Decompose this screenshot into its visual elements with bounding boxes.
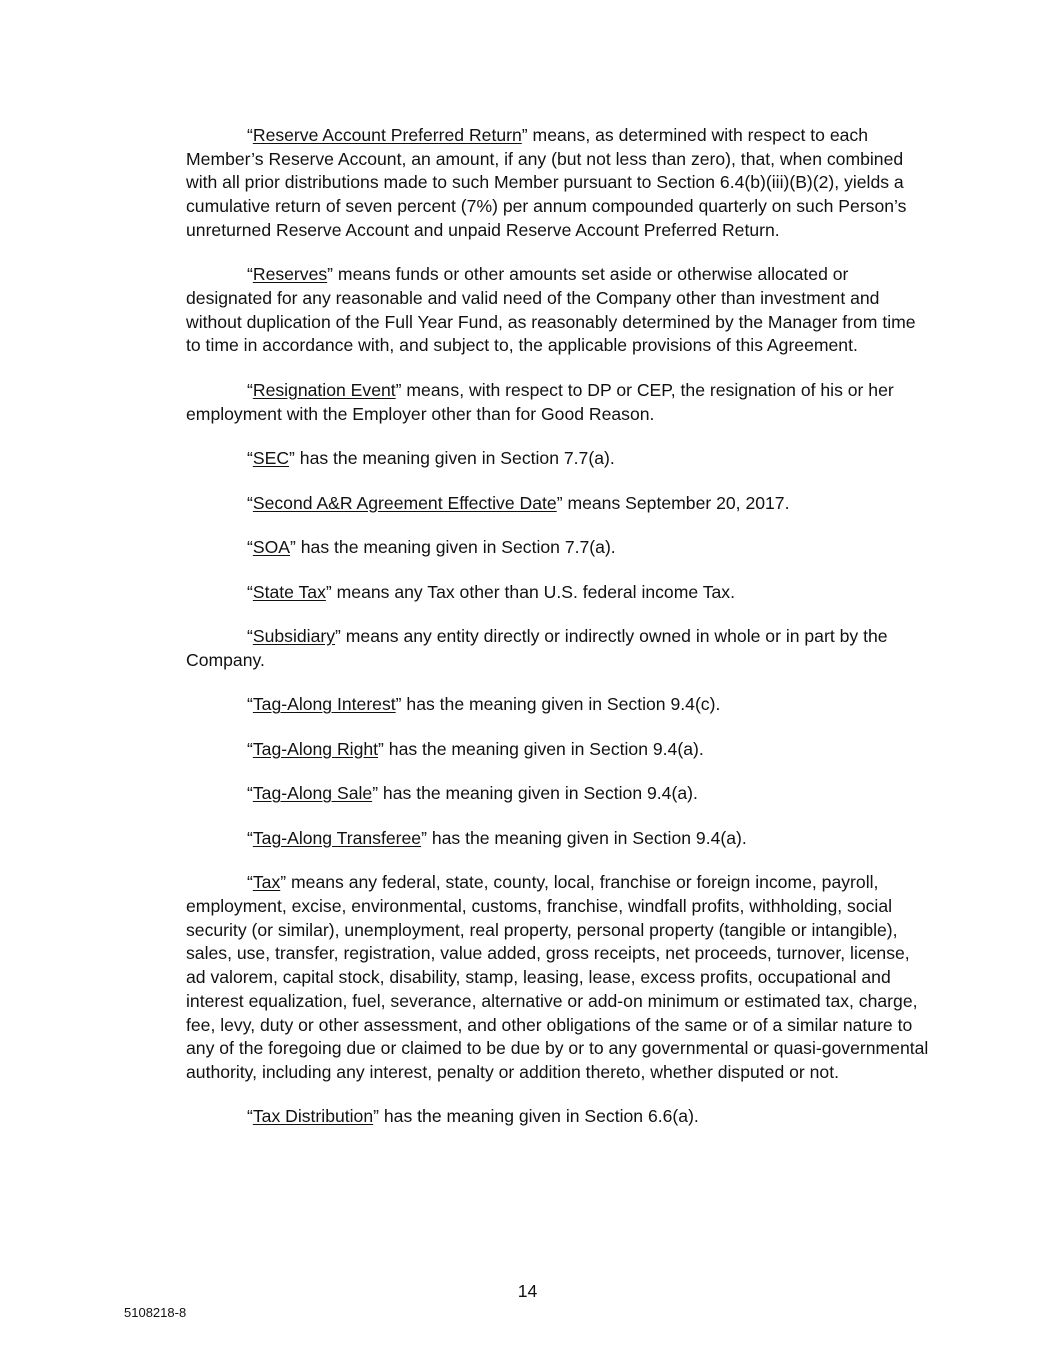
defined-term: Subsidiary (252, 626, 336, 647)
definition-paragraph: “SEC” has the meaning given in Section 7.7(a). (247, 448, 615, 469)
document-id: 5108218-8 (124, 1305, 187, 1320)
definition-text: means, as determined with respect to each Member’s Reserve Account, an amount, if any (but not less than zero), that, when combined with all prior distributions made to such Member pursuant to Section 6.4(b)(iii)(B)(2), yields a cumulative return of seven percent (7%) per annum compounded quarterly on such Person’s unreturned Reserve Account and unpaid Reserve Account Preferred Return. (186, 125, 907, 240)
defined-term: Tax (252, 872, 281, 893)
definition-paragraph: “Tax Distribution” has the meaning given in Section 6.6(a). (247, 1106, 699, 1127)
definition-text: has the meaning given in Section 9.4(a). (378, 783, 698, 804)
definition-paragraph: “State Tax” means any Tax other than U.S. federal income Tax. (247, 581, 735, 602)
definition-paragraph: “Reserves” means funds or other amounts set aside or otherwise allocated or designated for any reasonable and valid need of the Company other than investment and without duplication of the Full Year Fund, as reasonably determined by the Manager from time to time in accordance with, and subject to, the applicable provisions of this Agreement. (186, 264, 916, 356)
definition-paragraph: “Subsidiary” means any entity directly or indirectly owned in whole or in part by the Company. (186, 626, 888, 670)
definition-text: means any Tax other than U.S. federal income Tax. (331, 581, 735, 602)
defined-term: SOA (252, 537, 291, 558)
definition-text: has the meaning given in Section 6.6(a). (379, 1106, 699, 1127)
definition-paragraph: “Resignation Event” means, with respect to DP or CEP, the resignation of his or her employment with the Employer other than for Good Reason. (186, 379, 894, 424)
definition-text: has the meaning given in Section 9.4(a). (426, 827, 747, 848)
definition-paragraph: “SOA” has the meaning given in Section 7.7(a). (247, 537, 616, 558)
defined-term: Reserves (252, 264, 328, 285)
defined-term: Tag-Along Interest (252, 694, 396, 715)
definition-text: has the meaning given in Section 7.7(a). (295, 537, 616, 558)
defined-term: Second A&R Agreement Effective Date (252, 492, 557, 513)
defined-term: Tag-Along Right (252, 738, 379, 759)
defined-term: State Tax (252, 581, 326, 602)
definition-paragraph: “Tag-Along Interest” has the meaning given in Section 9.4(c). (247, 694, 721, 715)
defined-term: Reserve Account Preferred Return (252, 125, 522, 145)
definition-paragraph: “Second A&R Agreement Effective Date” means September 20, 2017. (247, 492, 790, 513)
definition-paragraph: “Tag-Along Sale” has the meaning given in Section 9.4(a). (247, 783, 698, 804)
defined-term: Resignation Event (252, 379, 396, 400)
definition-text: has the meaning given in Section 9.4(a). (383, 738, 704, 759)
definition-text: means, with respect to DP or CEP, the resignation of his or her employment with the Employer other than for Good Reason. (186, 379, 894, 424)
definition-text: means any entity directly or indirectly owned in whole or in part by the Company. (186, 626, 888, 670)
definition-paragraph: “Tag-Along Right” has the meaning given in Section 9.4(a). (247, 738, 704, 759)
definitions-list (186, 124, 932, 1150)
definition-text: has the meaning given in Section 9.4(c). (401, 694, 721, 715)
defined-term: SEC (252, 448, 290, 469)
defined-term: Tax Distribution (252, 1106, 374, 1127)
defined-term: Tag-Along Sale (252, 783, 373, 804)
definition-text: means September 20, 2017. (562, 492, 790, 513)
definition-text: has the meaning given in Section 7.7(a). (294, 448, 615, 469)
page-number: 14 (517, 1281, 538, 1301)
defined-term: Tag-Along Transferee (252, 827, 422, 848)
definition-paragraph: “Tax” means any federal, state, county, local, franchise or foreign income, payroll, employment, excise, environmental, customs, franchise, windfall profits, withholding, social security (or similar), unemployment, real property, personal property (tangible or intangible), sales, use, transfer, registration, value added, gross receipts, net proceeds, turnover, license, ad valorem, capital stock, disability, stamp, leasing, lease, excess profits, occupational and interest equalization, fuel, severance, alternative or add-on minimum or estimated tax, charge, fee, levy, duty or other assessment, and other obligations of the same or of a similar nature to any of the foregoing due or claimed to be due by or to any governmental or quasi-governmental authority, including any interest, penalty or addition thereto, whether disputed or not. (186, 872, 929, 1082)
definition-text: means any federal, state, county, local, franchise or foreign income, payroll, employment, excise, environmental, customs, franchise, windfall profits, withholding, social security (or similar), unemployment, real property, personal property (tangible or intangible), sales, use, transfer, registration, value added, gross receipts, net proceeds, turnover, license, ad valorem, capital stock, disability, stamp, leasing, lease, excess profits, occupational and interest equalization, fuel, severance, alternative or add-on minimum or estimated tax, charge, fee, levy, duty or other assessment, and other obligations of the same or of a similar nature to any of the foregoing due or claimed to be due by or to any governmental or quasi-governmental authority, including any interest, penalty or addition thereto, whether disputed or not. (186, 872, 929, 1082)
definition-paragraph: “Reserve Account Preferred Return” means, as determined with respect to each Member’s Reserve Account, an amount, if any (but not less than zero), that, when combined with all prior distributions made to such Member pursuant to Section 6.4(b)(iii)(B)(2), yields a cumulative return of seven percent (7%) per annum compounded quarterly on such Person’s unreturned Reserve Account and unpaid Reserve Account Preferred Return. (186, 125, 907, 240)
definition-paragraph: “Tag-Along Transferee” has the meaning given in Section 9.4(a). (247, 827, 747, 848)
definition-text: means funds or other amounts set aside or otherwise allocated or designated for any reasonable and valid need of the Company other than investment and without duplication of the Full Year Fund, as reasonably determined by the Manager from time to time in accordance with, and subject to, the applicable provisions of this Agreement. (186, 264, 916, 356)
